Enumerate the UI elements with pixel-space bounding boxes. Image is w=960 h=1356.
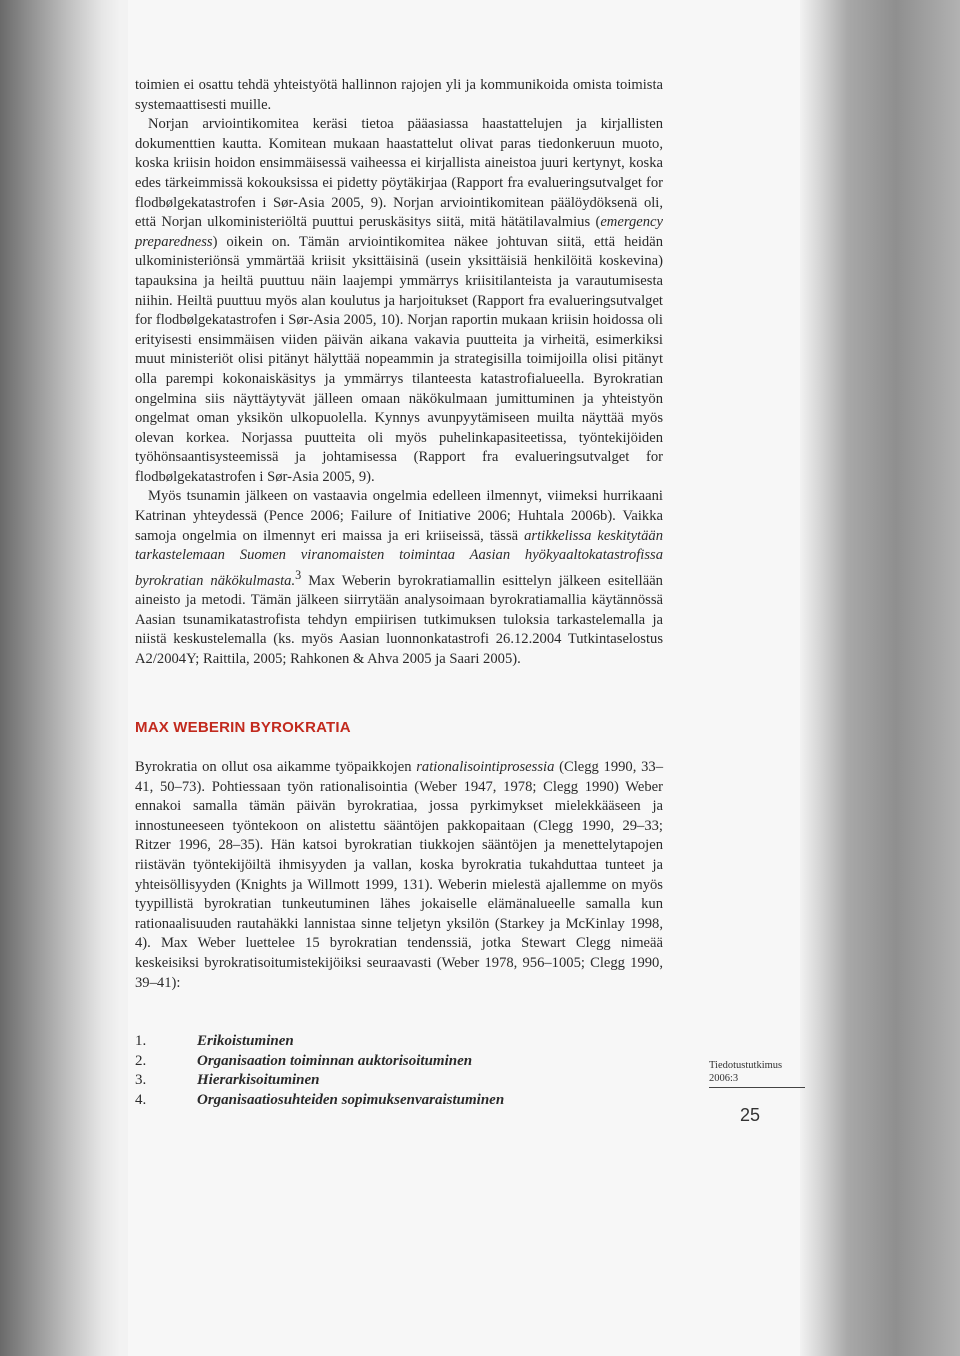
section-heading: MAX WEBERIN BYROKRATIA <box>135 719 351 736</box>
footnote-marker: 3 <box>295 567 302 582</box>
tendency-list <box>135 1032 695 1110</box>
paragraph-2-italic-term: emergency preparedness <box>135 214 663 250</box>
section-paragraph-tail: (Clegg 1990, 33–41, 50–73). Pohtiessaan työn rationalisointia (Weber 1947, 1978; Clegg 1990) Weber ennakoi samalla tämän päivän byrokratiaa, jossa pyrkimykset mielekkääseen ja innostuneeseen työntekoon on alistettu sääntöjen pakkopaitaan (Clegg 1990, 29–33; Ritzer 1996, 28–35). Hän katsoi byrokratian tiukkojen sääntöjen ja menettelytapojen riistävän työntekijöiltä ihmisyyden ja vallan, koska byrokratia tukahduttaa tunteet ja yhteisöllisyyden (Knights ja Willmott 1999, 131). Weberin mielestä ajallemme on myös tyypillistä byrokratian tunkeutuminen lähes jokaiselle elämänalueelle samalla kun rationaalisuuden rautahäkki lannistaa sinne teljetyn yksilön (Starkey ja McKinlay 1998, 4). Max Weber luettelee 15 byrokratian tendenssiä, jotka Stewart Clegg nimeää keskeisiksi byrokratisoitumistekijöiksi seuraavasti (Weber 1978, 956–1005; Clegg 1990, 39–41): <box>135 759 663 991</box>
journal-issue: 2006:3 <box>709 1073 739 1084</box>
paragraph-2-text: Norjan arviointikomitea keräsi tietoa pääasiassa haastattelujen ja kirjallisten dokumenttien kautta. Komitean mukaan haastattelut olivat paras tiedonkeruun muoto, koska kriisin hoidon ensimmäisessä vaiheessa ei kirjallista aineistoa juuri kertynyt, koska edes tärkeimmissä kokouksissa ei pidetty pöytäkirjaa (Rapport fra evalueringsutvalget for flodbølgekatastrofen i Sør-Asia 2005, 9). Norjan arviointikomitean päälöydöksenä oli, että Norjan ulkoministeriöltä puuttui peruskäsitys siitä, mitä hätätilavalmius ( <box>135 116 663 231</box>
paragraph-2-tail: ) oikein on. Tämän arviointikomitea näkee johtuvan siitä, että heidän ulkoministeriönsä ymmärtää kriisit yksittäisinä (usein yksittäisiä henkilöitä koskevina) tapauksina ja heiltä puuttuu näin laajempi ymmärrys kriisitilanteista ja varautumisesta niihin. Heiltä puuttuu myös alan koulutus ja harjoitukset (Rapport fra evalueringsutvalget for flodbølgekatastrofen i Sør-Asia 2005, 10). Norjan raportin mukaan kriisin hoidossa oli erityisesti ensimmäisen viiden päivän aikana vakavia puutteita ja virheitä, esimerkiksi muut ministeriöt olisi pitänyt hälyttää nopeammin ja strategisilla toimijoilla olisi pitänyt olla parempi kokonaiskäsitys ja ymmärrys tilanteesta katastrofialueella. Byrokratian ongelmina siis näyttäytyvät jälleen omaan näkökulmaan jumittuminen ja yhteistyön ongelmat oman yksikön ulkopuolella. Kynnys avunpyytämiseen muilta näyttää myös olevan korkea. Norjassa puutteita oli myös puhelinkapasiteetissa, työntekijöiden työhönsaantisysteemissä ja johtamisessa (Rapport fra evalueringsutvalget for flodbølgekatastrofen i Sør-Asia 2005, 9). <box>135 233 663 485</box>
next-page-edge-shadow <box>800 0 960 1356</box>
footer-journal-info <box>709 1059 782 1085</box>
paragraph-3 <box>135 487 663 669</box>
list-item <box>135 1071 695 1091</box>
list-text: Organisaation toiminnan auktorisoituminen <box>197 1052 473 1069</box>
paragraph-3-italic-aim: artikkelissa keskitytään tarkastelemaan Suomen viranomaisten toimintaa Aasian hyökyaaltokatastrofissa byrokratian näkökulmasta. <box>135 527 663 589</box>
page-number: 25 <box>740 1105 761 1125</box>
paragraph-2 <box>135 115 663 487</box>
body-text <box>135 76 663 670</box>
list-number: 3. <box>135 1072 147 1089</box>
list-item <box>135 1052 695 1072</box>
section-body <box>135 758 663 993</box>
section-paragraph-text: Byrokratia on ollut osa aikamme työpaikkojen <box>135 759 417 775</box>
list-item <box>135 1032 695 1052</box>
list-number: 1. <box>135 1033 147 1049</box>
section-paragraph <box>135 758 663 993</box>
paragraph-3-text: Myös tsunamin jälkeen on vastaavia ongelmia edelleen ilmennyt, viimeksi hurrikaani Katrinan yhteydessä (Pence 2006; Failure of Initiative 2006; Huhtala 2006b). Vaikka samoja ongelmia on ilmennyt eri maissa ja eri kriiseissä, tässä <box>135 488 663 544</box>
list-text: Hierarkisoituminen <box>197 1072 320 1089</box>
section-italic-term: rationalisointiprosessia <box>416 759 555 775</box>
list-item <box>135 1091 695 1111</box>
paragraph-1: toimien ei osattu tehdä yhteistyötä hallinnon rajojen yli ja kommunikoida omista toimista systemaattisesti muille. <box>135 77 663 113</box>
journal-name: Tiedotustutkimus <box>709 1060 783 1071</box>
list-number: 4. <box>135 1091 147 1108</box>
list-text: Organisaatiosuhteiden sopimuksenvaraistuminen <box>197 1091 505 1108</box>
paragraph-3-tail: Max Weberin byrokratiamallin esittelyn jälkeen esitellään aineisto ja metodi. Tämän jälkeen siirrytään analysoimaan byrokratiamallia käytännössä Aasian tsunamikatastrofista tehdyn empiirisen tutkimuksen tuloksia tarkastelemalla ja niistä keskustelemalla (ks. myös Aasian luonnonkatastrofi 26.12.2004 Tutkintaselostus A2/2004Y; Raittila, 2005; Rahkonen & Ahva 2005 ja Saari 2005). <box>135 572 663 668</box>
list-text: Erikoistuminen <box>197 1033 294 1049</box>
list-number: 2. <box>135 1052 147 1069</box>
book-spine-shadow <box>0 0 120 1356</box>
footer-rule <box>709 1087 805 1088</box>
